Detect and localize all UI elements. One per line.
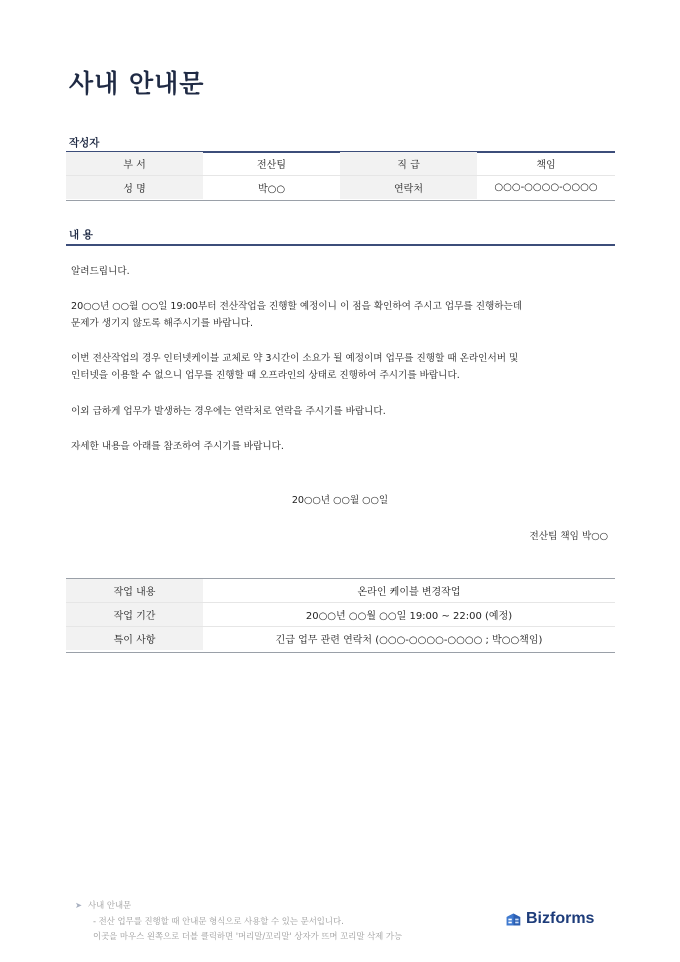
body-line: 자세한 내용을 아래를 참조하여 주시기를 바랍니다. [71, 441, 284, 452]
body-paragraph-1 [71, 263, 601, 280]
body-line: 인터넷을 이용할 수 없으니 업무를 진행할 때 오프라인의 상태로 진행하여 주시기를 바랍니다. [71, 370, 460, 381]
table-row [66, 603, 615, 627]
body-line: 20○○년 ○○월 ○○일 19:00부터 전산작업을 진행할 예정이니 이 점을 확인하여 주시고 업무를 진행하는데 [71, 301, 523, 312]
author-row [66, 152, 615, 176]
rank-label: 직 급 [340, 152, 477, 176]
footer-title-line [75, 898, 402, 914]
document-title: 사내 안내문 [69, 69, 205, 98]
footer-note[interactable] [75, 898, 402, 945]
footer-hint: 이곳을 마우스 왼쪽으로 더블 클릭하면 '머리말/꼬리말' 상자가 뜨며 꼬리말 삭제 가능 [93, 931, 403, 941]
work-period-value: 20○○년 ○○월 ○○일 19:00 ~ 22:00 (예정) [203, 603, 615, 627]
work-period-label: 작업 기간 [66, 603, 203, 627]
work-table [66, 579, 615, 650]
special-note-value: 긴급 업무 관련 연락처 (○○○-○○○○-○○○○ ; 박○○책임) [203, 627, 615, 651]
name-value: 박○○ [203, 176, 340, 200]
document-date: 20○○년 ○○월 ○○일 [291, 495, 389, 506]
body-line: 이번 전산작업의 경우 인터넷케이블 교체로 약 3시간이 소요가 될 예정이며 업무를 진행할 때 온라인서버 및 [71, 353, 519, 364]
work-content-value: 온라인 케이블 변경작업 [357, 587, 461, 598]
author-section-label: 작성자 [69, 137, 100, 149]
bizforms-logo-text: Bizforms [526, 910, 595, 927]
signature: 전산팀 책임 박○○ [529, 531, 608, 542]
contact-label: 연락처 [340, 176, 477, 200]
author-table [66, 152, 615, 199]
body-paragraph-3 [71, 350, 601, 384]
body-paragraph-2 [71, 298, 601, 332]
name-label: 성 명 [66, 176, 203, 200]
body-paragraph-5 [71, 438, 601, 455]
footer-title: 사내 안내문 [88, 900, 132, 910]
bizforms-logo-icon [505, 911, 522, 928]
dept-value: 전산팀 [257, 160, 286, 171]
special-note-label: 특이 사항 [66, 627, 203, 651]
table-row [66, 627, 615, 651]
contact-value: ○○○-○○○○-○○○○ [477, 176, 615, 200]
table-row [66, 579, 615, 603]
content-section-rule [66, 244, 615, 246]
content-section-label: 내 용 [69, 229, 93, 241]
author-row [66, 176, 615, 200]
dept-label: 부 서 [66, 152, 203, 176]
body-paragraph-4 [71, 403, 601, 420]
work-content-label: 작업 내용 [66, 579, 203, 603]
footer-desc: - 전산 업무를 진행할 때 안내문 형식으로 사용할 수 있는 문서입니다. [93, 915, 344, 926]
greeting-text: 알려드립니다. [71, 266, 130, 277]
arrow-icon: ➤ [75, 900, 83, 910]
body-line: 이외 급하게 업무가 발생하는 경우에는 연락처로 연락을 주시기를 바랍니다. [71, 406, 386, 417]
rank-value: 책임 [536, 160, 556, 171]
body-line: 문제가 생기지 않도록 해주시기를 바랍니다. [71, 318, 254, 329]
bizforms-logo [505, 910, 594, 928]
author-table-bottom-rule [66, 200, 615, 201]
work-table-bottom-rule [66, 652, 615, 653]
